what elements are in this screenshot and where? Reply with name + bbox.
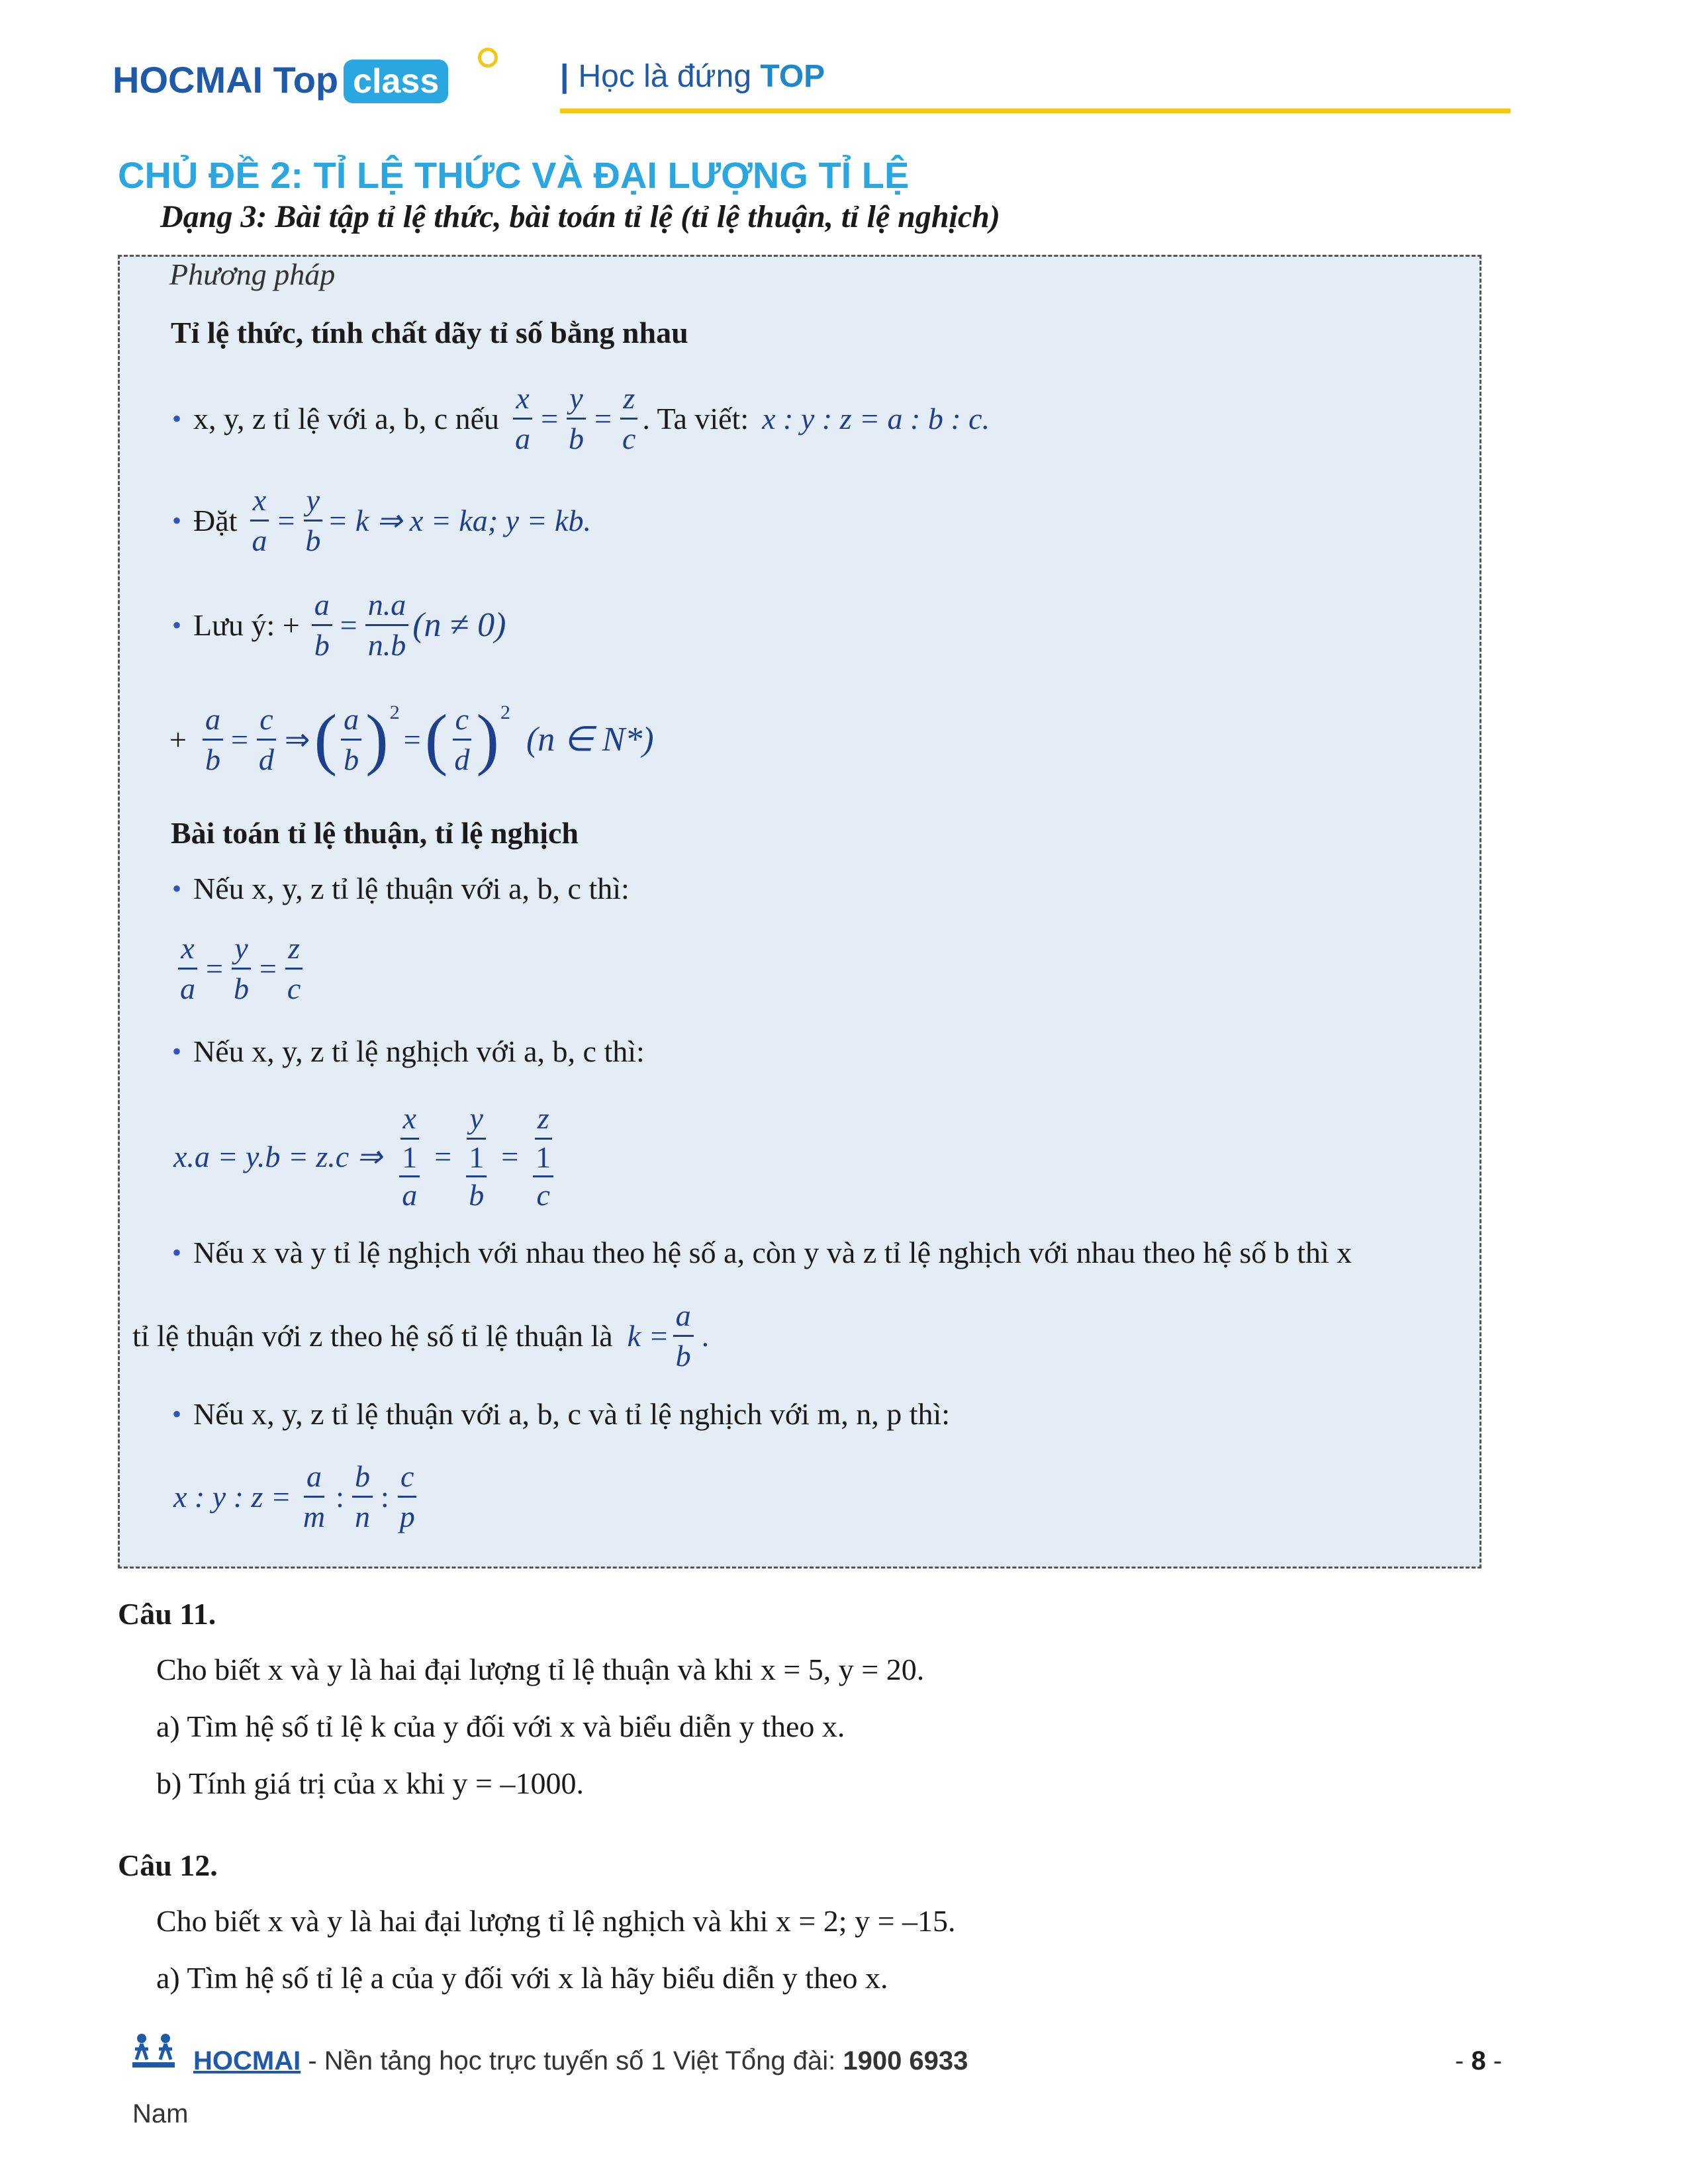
bullet-direct-proportion [172, 871, 630, 906]
bullet5-text: Nếu x, y, z tỉ lệ nghịch với a, b, c thì: [193, 1034, 645, 1068]
ratio-equation: $\frac{x}{a}$ = $\frac{y}{b}$ = $\frac{z}{c}$ [508, 381, 642, 457]
logo-star-icon [478, 48, 498, 68]
method-heading: Phương pháp [169, 257, 336, 291]
question-11-line: Cho biết x và y là hai đại lượng tỉ lệ thuận và khi x = 5, y = 20. [156, 1653, 925, 1686]
topic-title: CHỦ ĐỀ 2: TỈ LỆ THỨC VÀ ĐẠI LƯỢNG TỈ LỆ [118, 154, 910, 196]
bullet-icon: • [172, 505, 182, 535]
power-equation: $\frac{a}{b}$ = $\frac{c}{d}$ ⇒ ( $\frac{a}{b}$ ) 2 = ( $\frac{c}{d}$ ) 2 [199, 702, 510, 778]
bullet1-mid: . Ta viết: [642, 401, 749, 435]
tagline-separator: | [560, 59, 569, 94]
bullet-inverse-proportion [172, 1034, 645, 1069]
bullet6-line2: tỉ lệ thuận với z theo hệ số tỉ lệ thuận là [132, 1318, 613, 1353]
question-12-line: Cho biết x và y là hai đại lượng tỉ lệ nghịch và khi x = 2; y = –15. [156, 1904, 956, 1938]
bullet3-condition: (n ≠ 0) [412, 606, 506, 644]
bullet5-formula: x.a = y.b = z.c ⇒ [173, 1140, 383, 1173]
hocmai-topclass-logo [113, 58, 448, 103]
bullet-chain-proportion [172, 1235, 1352, 1270]
footer-hotline: 1900 6933 [843, 2046, 968, 2075]
page-number: - 8 - [1455, 2046, 1503, 2075]
bullet-icon: • [172, 1399, 182, 1429]
bullet4-text: Nếu x, y, z tỉ lệ thuận với a, b, c thì: [193, 872, 630, 905]
logo-class-badge: class [344, 60, 448, 103]
bullet-mixed-proportion [172, 1396, 950, 1432]
footer-description: - Nền tảng học trực tuyến số 1 Việt Tổng đài: [301, 2046, 843, 2075]
k-equation: $\frac{x}{a}$ = $\frac{y}{b}$ [245, 482, 327, 559]
tagline-top: TOP [760, 59, 825, 94]
direct-proportion-formula: $\frac{x}{a}$ = $\frac{y}{b}$ = $\frac{z}{c}$ [173, 931, 307, 1007]
header-divider [560, 109, 1511, 113]
bullet-set-k [172, 480, 591, 560]
bullet3-prefix: Lưu ý: + [193, 608, 300, 642]
section2-title: Bài toán tỉ lệ thuận, tỉ lệ nghịch [171, 816, 579, 850]
question-11-line: a) Tìm hệ số tỉ lệ k của y đối với x và biểu diễn y theo x. [156, 1709, 845, 1743]
bullet1-prefix: x, y, z tỉ lệ với a, b, c nếu [193, 401, 500, 435]
section-subtitle: Dạng 3: Bài tập tỉ lệ thức, bài toán tỉ lệ (tỉ lệ thuận, tỉ lệ nghịch) [160, 199, 1000, 234]
page-number-value: 8 [1471, 2046, 1486, 2075]
bullet2-prefix: Đặt [193, 503, 238, 537]
bullet6-continuation: tỉ lệ thuận với z theo hệ số tỉ lệ thuận là k = $\frac{a}{b}$ . [132, 1298, 710, 1373]
bullet7-text: Nếu x, y, z tỉ lệ thuận với a, b, c và tỉ lệ nghịch với m, n, p thì: [193, 1397, 951, 1431]
bullet-icon: • [172, 403, 182, 433]
bullet7-formula: x : y : z = [173, 1479, 291, 1514]
bullet-icon: • [172, 1238, 182, 1267]
bullet-icon: • [172, 874, 182, 903]
footer-brand-link[interactable]: HOCMAI [193, 2046, 301, 2075]
footer-text [193, 2046, 968, 2076]
scale-equation: $\frac{a}{b}$ = $\frac{n.a}{n.b}$ [308, 587, 412, 663]
question-12-label: Câu 12. [118, 1848, 218, 1882]
inverse-proportion-formula: x.a = y.b = z.c ⇒ $\frac{x}{\frac{1}{a}}$ = $\frac{y}{\frac{1}{b}}$ = $\frac{z}{\frac{1}{c}}$ [173, 1093, 564, 1219]
note-plus: + [169, 722, 187, 756]
bullet-proportion-definition [172, 379, 990, 458]
bullet6-k: k = [627, 1318, 669, 1353]
logo-main-text: HOCMAI Top [113, 59, 339, 101]
bullet-note-scale [172, 585, 506, 664]
tagline-text: Học là đứng [578, 59, 752, 94]
note-condition: (n ∈ N*) [526, 721, 654, 758]
tagline [560, 58, 825, 95]
bullet6-line1: Nếu x và y tỉ lệ nghịch với nhau theo hệ số a, còn y và z tỉ lệ nghịch với nhau theo hệ số b thì x [193, 1236, 1352, 1269]
bullet1-formula: x : y : z = a : b : c. [762, 401, 990, 435]
question-11-line: b) Tính giá trị của x khi y = –1000. [156, 1766, 584, 1800]
bullet-icon: • [172, 1036, 182, 1066]
section1-title: Tỉ lệ thức, tính chất dãy tỉ số bằng nhau [171, 316, 688, 349]
hocmai-people-icon [130, 2030, 177, 2070]
mixed-proportion-formula: x : y : z = $\frac{a}{m}$ : $\frac{b}{n}$ : $\frac{c}{p}$ [173, 1453, 422, 1539]
note-power-equation [169, 690, 654, 789]
bullet2-tail: = k ⇒ x = ka; y = kb. [327, 504, 591, 537]
bullet-icon: • [172, 610, 182, 640]
footer-wrap-text: Nam [132, 2099, 189, 2128]
question-11-label: Câu 11. [118, 1597, 216, 1631]
question-12-line: a) Tìm hệ số tỉ lệ a của y đối với x là hãy biểu diễn y theo x. [156, 1961, 888, 1995]
